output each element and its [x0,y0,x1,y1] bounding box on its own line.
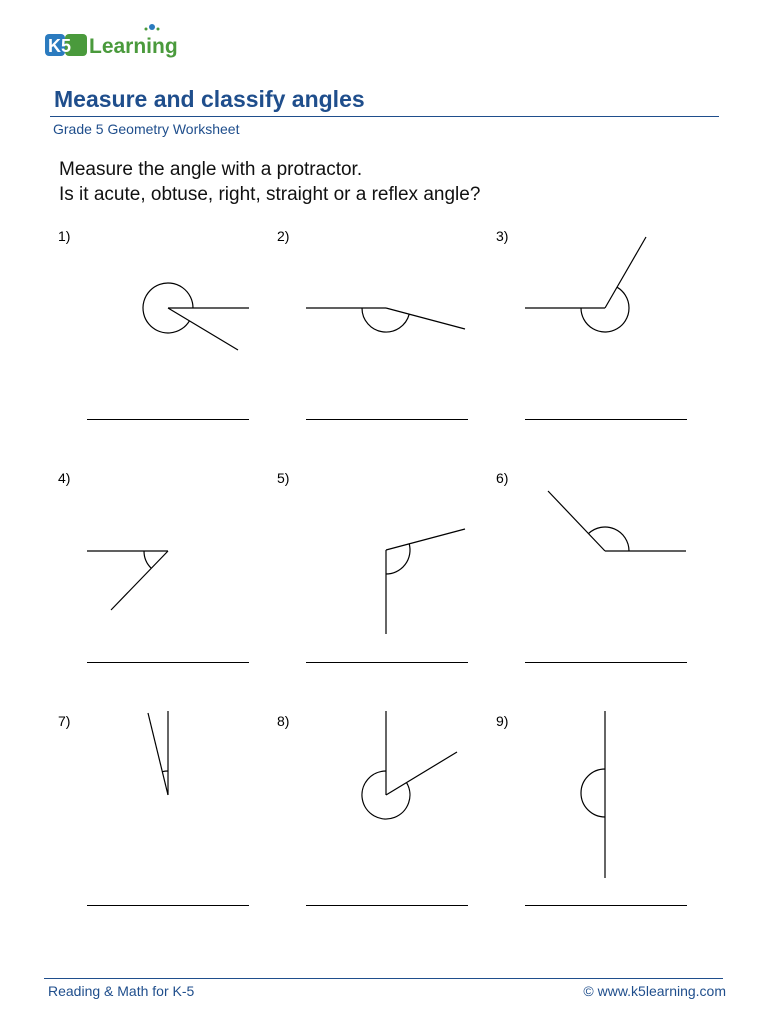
angle-figure-3 [525,237,646,332]
angle-figure-1 [143,283,249,350]
footer-website-link[interactable]: © www.k5learning.com [583,983,726,999]
instruction-line-1: Measure the angle with a protractor. [59,159,363,180]
angle-figure-4 [87,551,168,610]
problem-number-3: 3) [496,228,509,244]
problem-number-6: 6) [496,470,509,486]
problem-number-8: 8) [277,713,290,729]
problem-number-4: 4) [58,470,71,486]
footer-divider [44,978,723,979]
svg-text:Learning: Learning [89,35,178,58]
angle-figure-6 [548,491,686,551]
page-title: Measure and classify angles [54,86,365,112]
problem-number-1: 1) [58,228,71,244]
footer-tagline: Reading & Math for K-5 [48,983,195,999]
problem-number-9: 9) [496,713,509,729]
problem-number-7: 7) [58,713,71,729]
problem-number-5: 5) [277,470,290,486]
angle-figure-8 [362,711,457,819]
svg-text:K5: K5 [48,36,72,56]
angle-figure-9 [581,711,605,878]
angle-figure-2 [306,308,465,332]
instruction-line-2: Is it acute, obtuse, right, straight or a reflex angle? [59,184,481,205]
angle-figure-5 [386,529,465,634]
page-subtitle: Grade 5 Geometry Worksheet [53,121,240,137]
angle-figure-7 [148,711,168,795]
problem-number-2: 2) [277,228,290,244]
